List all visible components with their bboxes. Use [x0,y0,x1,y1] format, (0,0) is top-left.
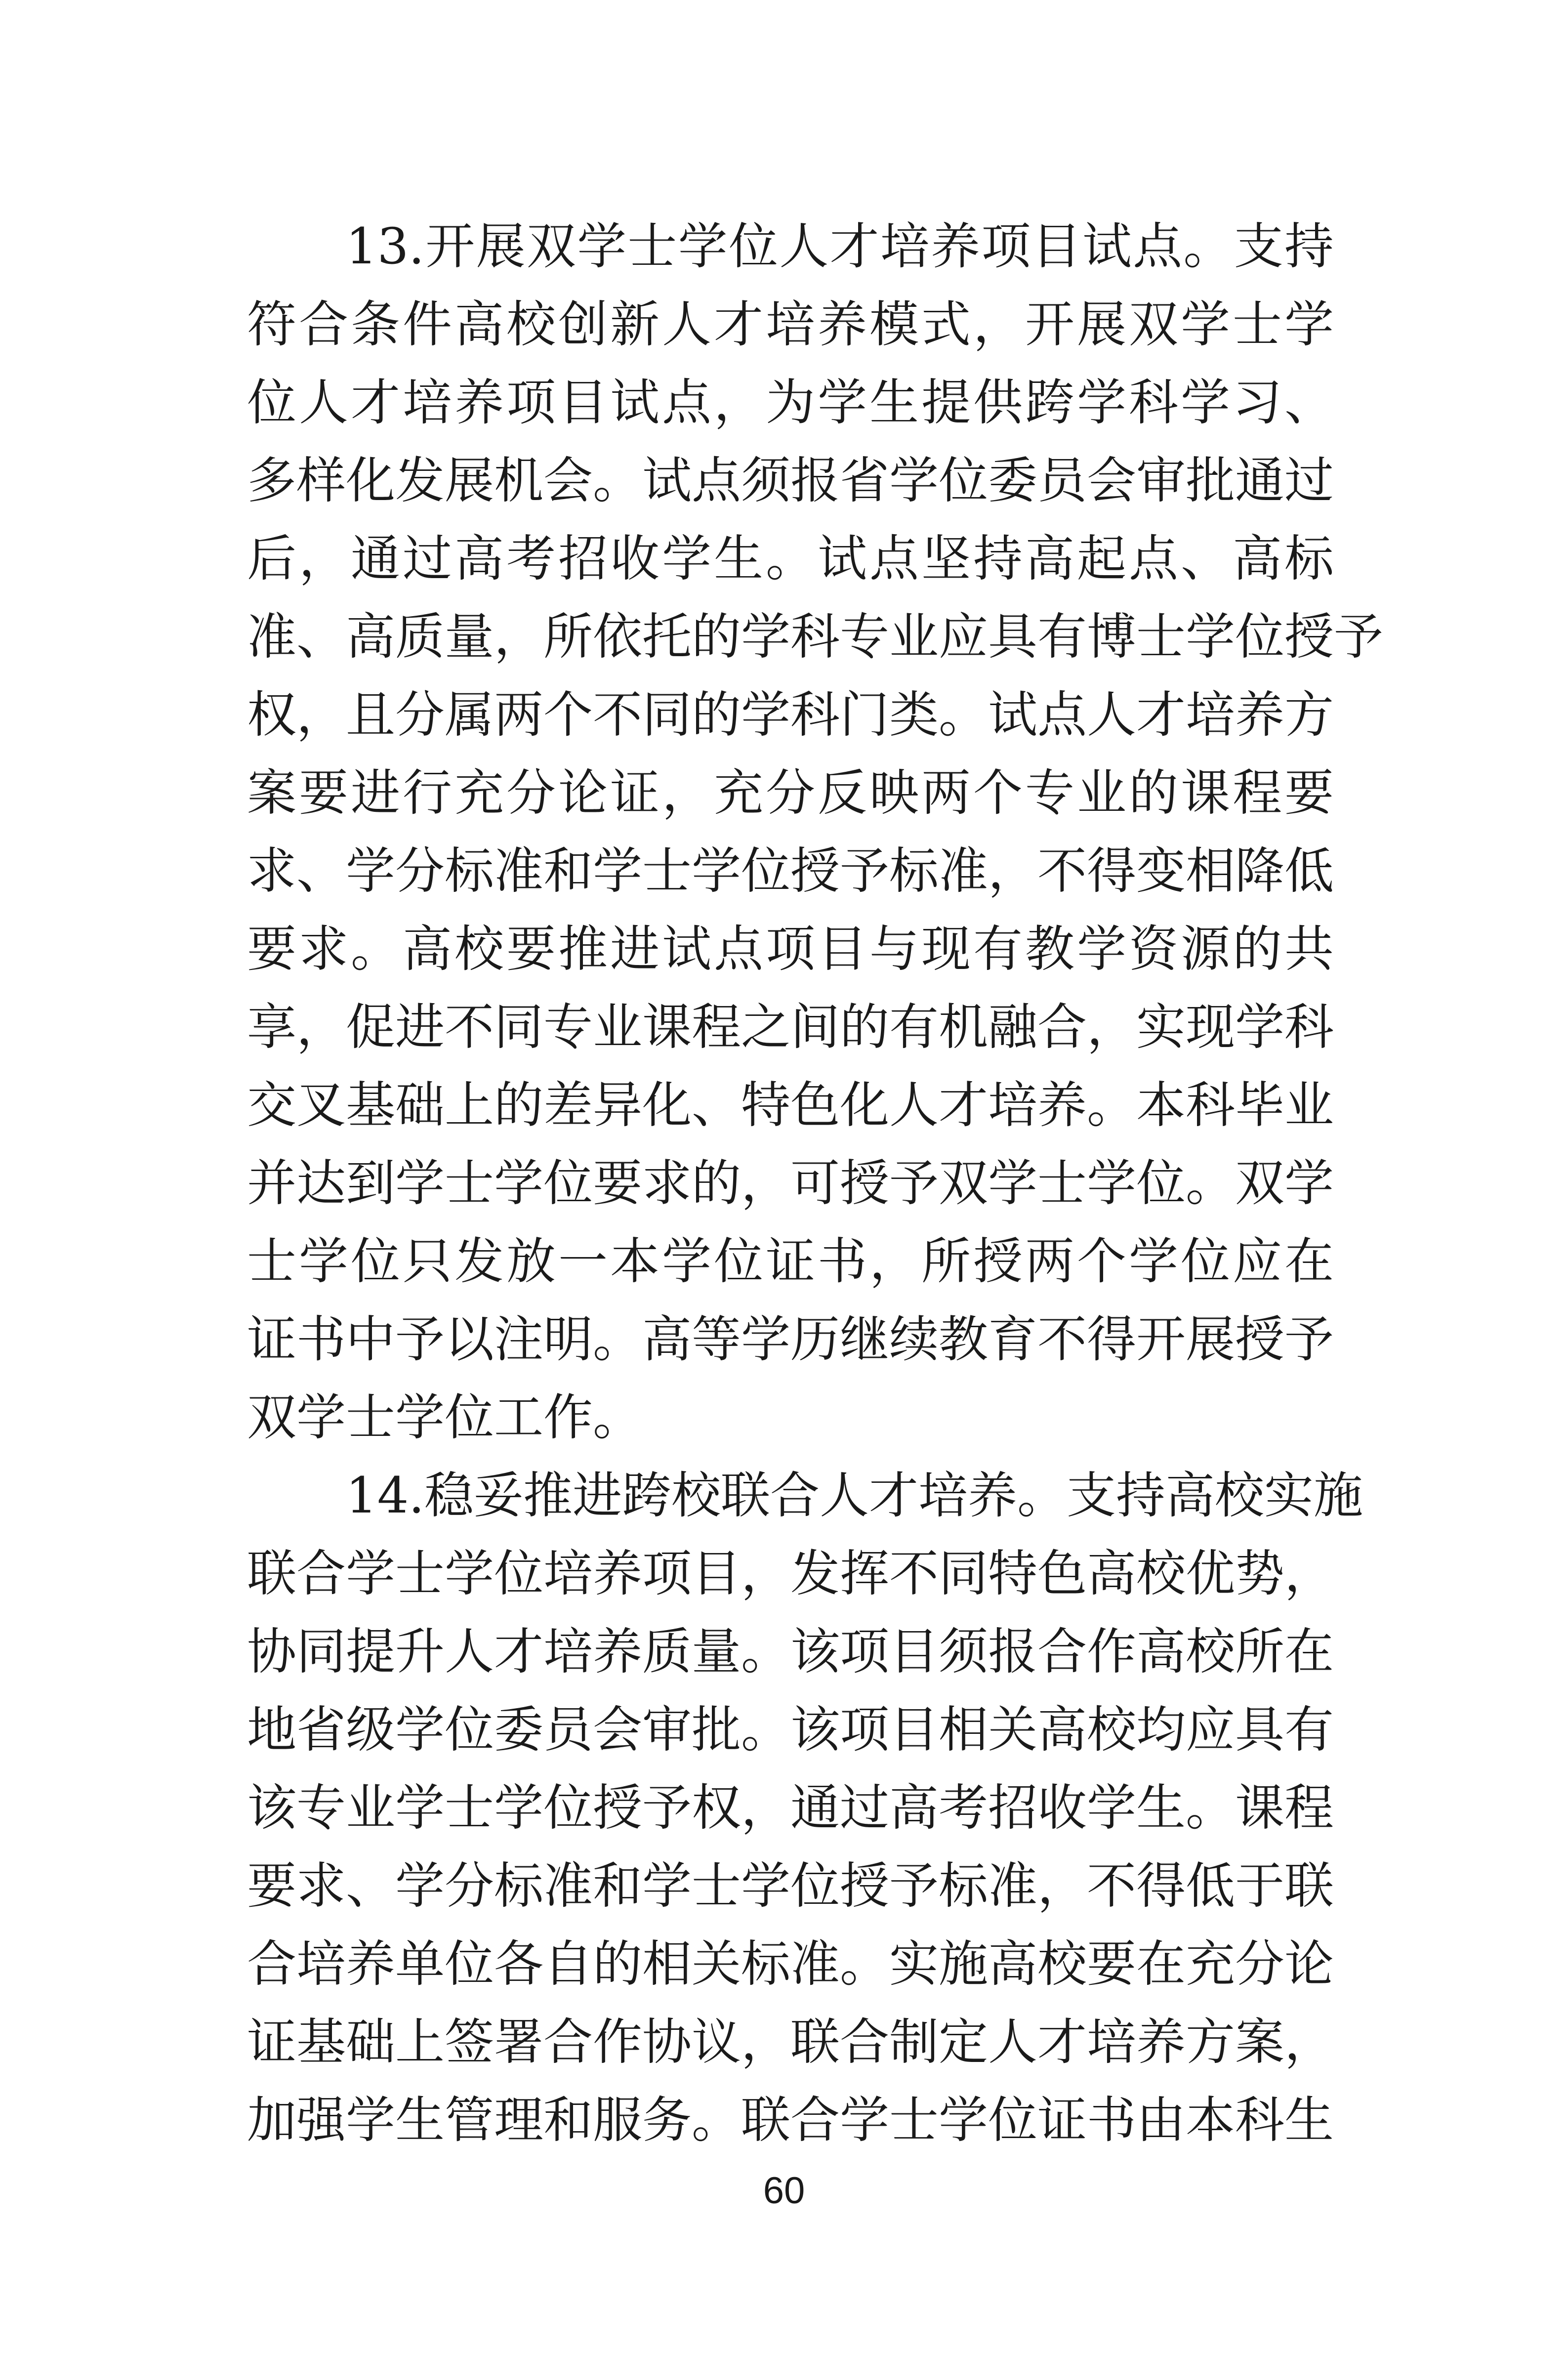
paragraph-14-line: 要求、学分标准和学士学位授予标准，不得低于联 [247,1857,1334,1915]
paragraph-13-line: 13.开展双学士学位人才培养项目试点。支持 [346,217,1334,275]
paragraph-13-line: 符合条件高校创新人才培养模式，开展双学士学 [247,295,1334,353]
paragraph-14-line: 联合学士学位培养项目，发挥不同特色高校优势， [247,1545,1334,1602]
paragraph-13-line: 位人才培养项目试点，为学生提供跨学科学习、 [247,374,1334,431]
body-text [247,208,1383,2159]
paragraph-14-line: 合培养单位各自的相关标准。实施高校要在充分论 [247,1935,1334,1993]
paragraph-14-line: 地省级学位委员会审批。该项目相关高校均应具有 [247,1701,1334,1759]
paragraph-13-line: 多样化发展机会。试点须报省学位委员会审批通过 [247,452,1334,509]
paragraph-14-line: 加强学生管理和服务。联合学士学位证书由本科生 [247,2091,1334,2149]
paragraph-13-line: 后，通过高考招收学生。试点坚持高起点、高标 [247,530,1334,588]
paragraph-13-line: 案要进行充分论证，充分反映两个专业的课程要 [247,764,1334,822]
page-number: 60 [763,2170,805,2212]
paragraph-14-line: 该专业学士学位授予权，通过高考招收学生。课程 [247,1779,1334,1837]
paragraph-13-line: 证书中予以注明。高等学历继续教育不得开展授予 [247,1310,1334,1368]
paragraph-13-line: 求、学分标准和学士学位授予标准，不得变相降低 [247,842,1334,900]
paragraph-13-line: 交叉基础上的差异化、特色化人才培养。本科毕业 [247,1076,1334,1134]
paragraph-14-line: 协同提升人才培养质量。该项目须报合作高校所在 [247,1623,1334,1681]
paragraph-13-line: 准、高质量，所依托的学科专业应具有博士学位授予 [247,608,1383,666]
paragraph-13-line: 享，促进不同专业课程之间的有机融合，实现学科 [247,998,1334,1056]
paragraph-13-line: 双学士学位工作。 [247,1388,642,1446]
paragraph-13-line: 士学位只发放一本学位证书，所授两个学位应在 [247,1232,1334,1290]
paragraph-13-line: 要求。高校要推进试点项目与现有教学资源的共 [247,920,1334,978]
paragraph-14-line: 14.稳妥推进跨校联合人才培养。支持高校实施 [346,1467,1363,1524]
paragraph-14-line: 证基础上签署合作协议，联合制定人才培养方案， [247,2013,1334,2071]
paragraph-13-line: 权，且分属两个不同的学科门类。试点人才培养方 [247,686,1334,744]
paragraph-13-line: 并达到学士学位要求的，可授予双学士学位。双学 [247,1154,1334,1212]
